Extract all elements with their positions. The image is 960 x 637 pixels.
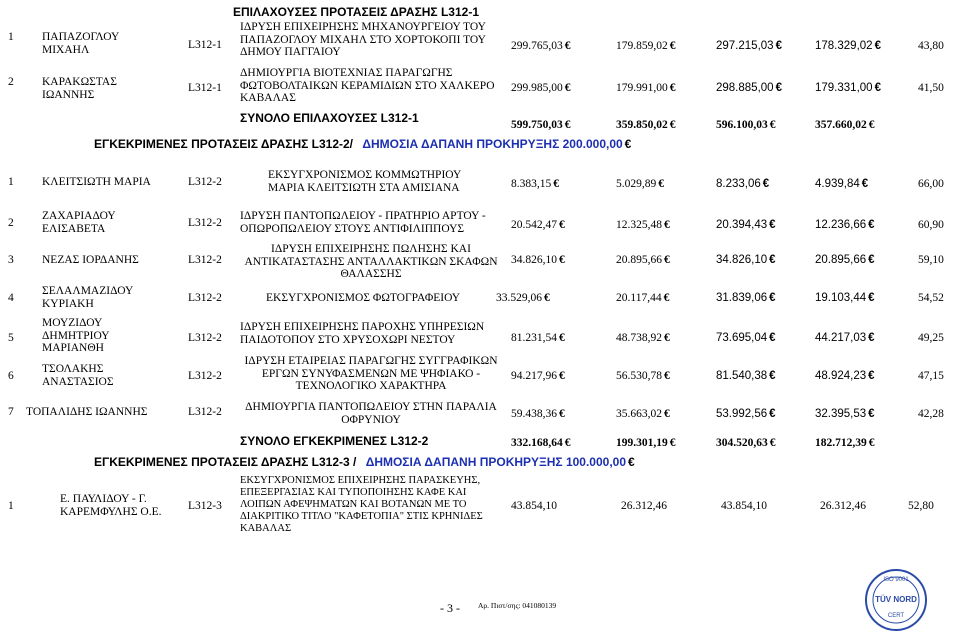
euro-icon: € xyxy=(664,219,670,231)
row-number: 6 xyxy=(8,370,14,382)
section-title-l312-2 xyxy=(94,137,631,151)
beneficiary-name: ΝΕΖΑΣ ΙΟΡΔΑΝΗΣ xyxy=(42,254,139,266)
budget-value: 299.765,03 xyxy=(511,40,563,52)
score-value: 60,90 xyxy=(918,219,944,231)
row-number: 2 xyxy=(8,76,14,88)
euro-icon: € xyxy=(669,437,676,449)
euro-icon: € xyxy=(868,370,875,382)
stamp-bottom-text: CERT xyxy=(887,613,905,619)
section-title-main: ΕΓΚΕΚΡΙΜΕΝΕΣ ΠΡΟΤΑΣΕΙΣ ΔΡΑΣΗΣ L312-2/ xyxy=(94,137,353,151)
approved-expense-value: 32.395,53 xyxy=(815,408,867,420)
certificate-number: Αρ. Πιστ/σης: 041080139 xyxy=(478,601,557,610)
budget-value: 299.985,00 xyxy=(511,82,563,94)
budget-value: 20.542,47 xyxy=(511,219,557,231)
project-description: ΙΔΡΥΣΗ ΕΤΑΙΡΕΙΑΣ ΠΑΡΑΓΩΓΗΣ ΣΥΓΓΡΑΦΙΚΩΝ ΕΡΓΩΝ ΣΥΝΥΦΑΣΜΕΝΩΝ ΜΕ ΨΗΦΙΑΚΟ - ΤΕΧΝΟΛΟΓΙΚΟ ΧΑΡΑΚΤΗΡΑ xyxy=(244,355,498,392)
euro-icon: € xyxy=(658,178,664,190)
row-number: 1 xyxy=(8,500,14,512)
public-expense-value: 56.530,78 xyxy=(616,370,662,382)
approved-expense-value: 178.329,02 xyxy=(815,40,873,52)
beneficiary-name: ΚΑΡΑΚΩΣΤΑΣ ΙΩΑΝΝΗΣ xyxy=(42,76,117,101)
euro-icon: € xyxy=(868,119,875,131)
budget-value: 43.854,10 xyxy=(511,500,557,512)
section-title-budget: ΔΗΜΟΣΙΑ ΔΑΠΑΝΗ ΠΡΟΚΗΡΥΞΗΣ 200.000,00 xyxy=(362,137,623,151)
euro-icon: € xyxy=(664,408,670,420)
beneficiary-name: ΜΟΥΖΙΔΟΥ ΔΗΜΗΤΡΙΟΥ ΜΑΡΙΑΝΘΗ xyxy=(42,317,110,354)
euro-icon: € xyxy=(769,370,776,382)
approved-budget-value: 81.540,38 xyxy=(716,370,768,382)
project-description: ΙΔΡΥΣΗ ΕΠΙΧΕΙΡΗΣΗΣ ΠΑΡΟΧΗΣ ΥΠΗΡΕΣΙΩΝ ΠΑΙΔΟΤΟΠΟΥ ΣΤΟ ΧΡΥΣΟΧΩΡΙ ΝΕΣΤΟΥ xyxy=(240,321,485,346)
approved-budget-value: 31.839,06 xyxy=(716,292,768,304)
row-number: 5 xyxy=(8,332,14,344)
total-approved-budget: 304.520,63 xyxy=(716,437,768,449)
row-number: 1 xyxy=(8,31,14,43)
score-value: 49,25 xyxy=(918,332,944,344)
total-budget: 332.168,64 xyxy=(511,437,563,449)
section-title-l312-3 xyxy=(94,455,635,469)
euro-icon: € xyxy=(769,254,776,266)
approved-budget-value: 43.854,10 xyxy=(721,500,767,512)
euro-icon: € xyxy=(559,332,565,344)
total-label: ΣΥΝΟΛΟ ΕΠΙΛΑΧΟΥΣΕΣ L312-1 xyxy=(240,111,419,125)
euro-icon: € xyxy=(769,292,776,304)
euro-icon: € xyxy=(564,437,571,449)
euro-icon: € xyxy=(769,437,776,449)
approved-expense-value: 19.103,44 xyxy=(815,292,867,304)
euro-icon: € xyxy=(874,82,881,94)
project-description: ΔΗΜΙΟΥΡΓΙΑ ΠΑΝΤΟΠΩΛΕΙΟΥ ΣΤΗΝ ΠΑΡΑΛΙΑ ΟΦΡΥΝΙΟΥ xyxy=(245,401,497,426)
score-value: 41,50 xyxy=(918,82,944,94)
budget-value: 8.383,15 xyxy=(511,178,552,190)
approved-budget-value: 73.695,04 xyxy=(716,332,768,344)
approved-expense-value: 44.217,03 xyxy=(815,332,867,344)
score-value: 59,10 xyxy=(918,254,944,266)
euro-icon: € xyxy=(775,40,782,52)
euro-icon: € xyxy=(762,178,770,190)
public-expense-value: 5.029,89 xyxy=(616,178,657,190)
action-code: L312-2 xyxy=(188,406,222,418)
beneficiary-name: ΖΑΧΑΡΙΑΔΟΥ ΕΛΙΣΑΒΕΤΑ xyxy=(42,210,116,235)
beneficiary-name: ΚΛΕΙΤΣΙΩΤΗ ΜΑΡΙΑ xyxy=(42,176,151,188)
approved-expense-value: 12.236,66 xyxy=(815,219,867,231)
total-budget: 599.750,03 xyxy=(511,119,563,131)
euro-icon: € xyxy=(564,119,571,131)
budget-value: 33.529,06 xyxy=(496,292,542,304)
public-expense-value: 179.991,00 xyxy=(616,82,668,94)
euro-icon: € xyxy=(564,82,571,94)
approved-expense-value: 48.924,23 xyxy=(815,370,867,382)
page-number: - 3 - xyxy=(440,601,460,615)
budget-value: 59.438,36 xyxy=(511,408,557,420)
approved-expense-value: 26.312,46 xyxy=(820,500,866,512)
approved-budget-value: 20.394,43 xyxy=(716,219,768,231)
budget-value: 94.217,96 xyxy=(511,370,557,382)
euro-icon: € xyxy=(769,408,776,420)
euro-icon: € xyxy=(559,408,565,420)
certification-stamp xyxy=(864,568,928,632)
project-description: ΙΔΡΥΣΗ ΕΠΙΧΕΙΡΗΣΗΣ ΠΩΛΗΣΗΣ ΚΑΙ ΑΝΤΙΚΑΤΑΣΤΑΣΗΣ ΑΝΤΑΛΛΑΚΤΙΚΩΝ ΣΚΑΦΩΝ ΘΑΛΑΣΣΗΣ xyxy=(244,243,498,280)
public-expense-value: 35.663,02 xyxy=(616,408,662,420)
budget-value: 34.826,10 xyxy=(511,254,557,266)
action-code: L312-1 xyxy=(188,82,222,94)
euro-icon: € xyxy=(624,137,632,151)
total-approved-expense: 182.712,39 xyxy=(815,437,867,449)
euro-icon: € xyxy=(868,332,875,344)
total-approved-budget: 596.100,03 xyxy=(716,119,768,131)
beneficiary-name: Ε. ΠΑΥΛΙΔΟΥ - Γ. ΚΑΡΕΜΦΥΛΗΣ Ο.Ε. xyxy=(60,493,162,518)
euro-icon: € xyxy=(868,254,875,266)
euro-icon: € xyxy=(559,370,565,382)
approved-budget-value: 8.233,06 xyxy=(716,178,761,190)
approved-budget-value: 53.992,56 xyxy=(716,408,768,420)
public-expense-value: 20.117,44 xyxy=(616,292,662,304)
action-code: L312-1 xyxy=(188,39,222,51)
euro-icon: € xyxy=(559,219,565,231)
public-expense-value: 20.895,66 xyxy=(616,254,662,266)
euro-icon: € xyxy=(669,82,676,94)
public-expense-value: 48.738,92 xyxy=(616,332,662,344)
euro-icon: € xyxy=(868,408,875,420)
euro-icon: € xyxy=(874,40,881,52)
euro-icon: € xyxy=(861,178,869,190)
action-code: L312-2 xyxy=(188,292,222,304)
euro-icon: € xyxy=(564,40,571,52)
euro-icon: € xyxy=(544,292,550,304)
beneficiary-name: ΣΕΛΑΛΜΑΖΙΔΟΥ ΚΥΡΙΑΚΗ xyxy=(42,285,133,310)
section-title-l312-1: ΕΠΙΛΑΧΟΥΣΕΣ ΠΡΟΤΑΣΕΙΣ ΔΡΑΣΗΣ L312-1 xyxy=(233,5,479,19)
euro-icon: € xyxy=(868,292,875,304)
euro-icon: € xyxy=(669,40,676,52)
euro-icon: € xyxy=(553,178,559,190)
score-value: 42,28 xyxy=(918,408,944,420)
total-public-expense: 199.301,19 xyxy=(616,437,668,449)
euro-icon: € xyxy=(664,332,670,344)
approved-expense-value: 4.939,84 xyxy=(815,178,860,190)
euro-icon: € xyxy=(769,219,776,231)
action-code: L312-2 xyxy=(188,217,222,229)
budget-value: 81.231,54 xyxy=(511,332,557,344)
euro-icon: € xyxy=(663,292,670,304)
beneficiary-name: ΤΣΟΛΑΚΗΣ ΑΝΑΣΤΑΣΙΟΣ xyxy=(42,363,114,388)
action-code: L312-2 xyxy=(188,254,222,266)
row-number: 2 xyxy=(8,217,14,229)
euro-icon: € xyxy=(559,254,565,266)
euro-icon: € xyxy=(775,82,782,94)
approved-budget-value: 298.885,00 xyxy=(716,82,774,94)
section-title-budget: ΔΗΜΟΣΙΑ ΔΑΠΑΝΗ ΠΡΟΚΗΡΥΞΗΣ 100.000,00 xyxy=(365,455,627,469)
project-description: ΔΗΜΙΟΥΡΓΙΑ ΒΙΟΤΕΧΝΙΑΣ ΠΑΡΑΓΩΓΗΣ ΦΩΤΟΒΟΛΤΑΙΚΩΝ ΚΕΡΑΜΙΔΙΩΝ ΣΤΟ ΧΑΛΚΕΡΟ ΚΑΒΑΛΑΣ xyxy=(240,67,495,104)
action-code: L312-2 xyxy=(188,332,222,344)
approved-expense-value: 179.331,00 xyxy=(815,82,873,94)
score-value: 52,80 xyxy=(908,500,934,512)
score-value: 66,00 xyxy=(918,178,944,190)
action-code: L312-2 xyxy=(188,176,222,188)
approved-expense-value: 20.895,66 xyxy=(815,254,867,266)
score-value: 43,80 xyxy=(918,40,944,52)
beneficiary-name: ΤΟΠΑΛΙΔΗΣ ΙΩΑΝΝΗΣ xyxy=(26,406,148,418)
stamp-top-text: ISO 9001 xyxy=(883,577,909,583)
public-expense-value: 12.325,48 xyxy=(616,219,662,231)
euro-icon: € xyxy=(664,370,670,382)
action-code: L312-3 xyxy=(188,500,222,512)
row-number: 4 xyxy=(8,292,14,304)
project-description: ΙΔΡΥΣΗ ΕΠΙΧΕΙΡΗΣΗΣ ΜΗΧΑΝΟΥΡΓΕΙΟΥ ΤΟΥ ΠΑΠΑΖΟΓΛΟΥ ΜΙΧΑΗΛ ΣΤΟ ΧΟΡΤΟΚΟΠΙ ΤΟΥ ΔΗΜΟΥ ΠΑΓΓΑΙΟΥ xyxy=(240,21,486,58)
approved-budget-value: 34.826,10 xyxy=(716,254,768,266)
public-expense-value: 179.859,02 xyxy=(616,40,668,52)
row-number: 7 xyxy=(8,406,14,418)
project-description: ΙΔΡΥΣΗ ΠΑΝΤΟΠΩΛΕΙΟΥ - ΠΡΑΤΗΡΙΟ ΑΡΤΟΥ - ΟΠΩΡΟΠΩΛΕΙΟΥ ΣΤΟΥΣ ΑΝΤΙΦΙΛΙΠΠΟΥΣ xyxy=(240,210,486,235)
row-number: 3 xyxy=(8,254,14,266)
project-description: ΕΚΣΥΓΧΡΟΝΙΣΜΟΣ ΦΩΤΟΓΡΑΦΕΙΟΥ xyxy=(266,292,461,304)
euro-icon: € xyxy=(769,119,776,131)
row-number: 1 xyxy=(8,176,14,188)
total-public-expense: 359.850,02 xyxy=(616,119,668,131)
euro-icon: € xyxy=(769,332,776,344)
project-description: ΕΚΣΥΓΧΡΟΝΙΣΜΟΣ ΕΠΙΧΕΙΡΗΣΗΣ ΠΑΡΑΣΚΕΥΗΣ, ΕΠΕΞΕΡΓΑΣΙΑΣ ΚΑΙ ΤΥΠΟΠΟΙΗΣΗΣ ΚΑΦΕ ΚΑΙ ΛΟΙΠΩΝ ΑΦΕΨΗΜΑΤΩΝ ΚΑΙ ΒΟΤΑΝΩΝ ΜΕ ΤΟ ΔΙΑΚΡΙΤΙΚΟ ΤΙΤΛΟ "ΚΑΦΕΤΟΠΙΑ" ΣΤΙΣ ΚΡΗΝΙΔΕΣ ΚΑΒΑΛΑΣ xyxy=(240,475,483,534)
beneficiary-name: ΠΑΠΑΖΟΓΛΟΥ ΜΙΧΑΗΛ xyxy=(42,31,119,56)
euro-icon: € xyxy=(664,254,670,266)
stamp-brand: TÜV NORD xyxy=(875,595,917,604)
score-value: 54,52 xyxy=(918,292,944,304)
public-expense-value: 26.312,46 xyxy=(621,500,667,512)
project-description: ΕΚΣΥΓΧΡΟΝΙΣΜΟΣ ΚΟΜΜΩΤΗΡΙΟΥ ΜΑΡΙΑ ΚΛΕΙΤΣΙΩΤΗ ΣΤΑ ΑΜΙΣΙΑΝΑ xyxy=(268,169,461,194)
total-label: ΣΥΝΟΛΟ ΕΓΚΕΚΡΙΜΕΝΕΣ L312-2 xyxy=(240,434,429,448)
euro-icon: € xyxy=(868,219,875,231)
approved-budget-value: 297.215,03 xyxy=(716,40,774,52)
section-title-main: ΕΓΚΕΚΡΙΜΕΝΕΣ ΠΡΟΤΑΣΕΙΣ ΔΡΑΣΗΣ L312-3 / xyxy=(94,455,357,469)
total-approved-expense: 357.660,02 xyxy=(815,119,867,131)
euro-icon: € xyxy=(868,437,875,449)
euro-icon: € xyxy=(628,455,635,469)
score-value: 47,15 xyxy=(918,370,944,382)
action-code: L312-2 xyxy=(188,370,222,382)
euro-icon: € xyxy=(669,119,676,131)
